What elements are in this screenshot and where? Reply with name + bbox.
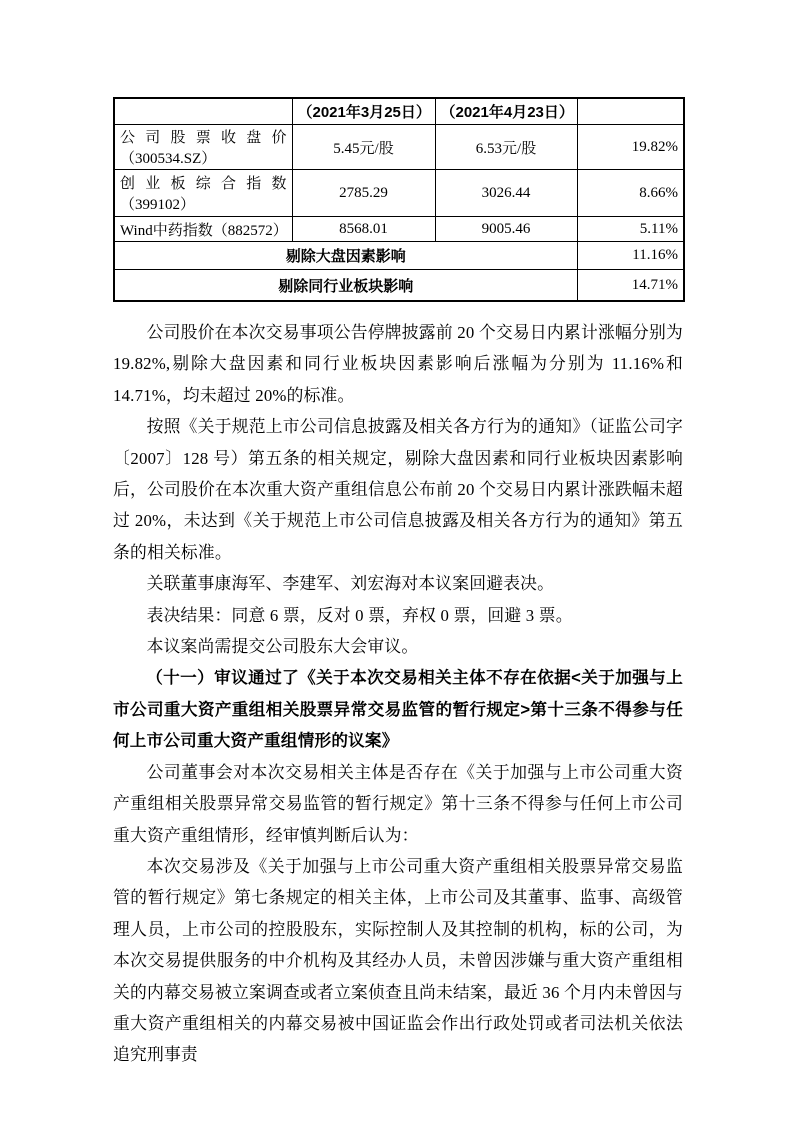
row-label [114, 170, 292, 217]
table-row-excl-sector-factor [114, 270, 684, 302]
summary-label: 剔除大盘因素影响 [114, 242, 577, 270]
change-percent: 8.66% [577, 170, 684, 217]
change-percent: 5.11% [577, 217, 684, 242]
row-label-line1: 创业板综合指数 [120, 176, 287, 192]
body-text [113, 317, 683, 1071]
header-empty-cell [114, 98, 292, 125]
paragraph-related-parties: 本次交易涉及《关于加强与上市公司重大资产重组相关股票异常交易监管的暂行规定》第七条规定的相关主体，上市公司及其董事、监事、高级管理人员，上市公司的控股股东，实际控制人及其控制的机构，标的公司，为本次交易提供服务的中介机构及其经办人员，未曾因涉嫌与重大资产重组相关的内幕交易被立案调查或者立案侦查且尚未结案，最近 36 个月内未曾因与重大资产重组相关的内幕交易被中国证监会作出行政处罚或者司法机关依法追究刑事责 [113, 856, 683, 1065]
value-date1: 2785.29 [292, 170, 435, 217]
stock-price-comparison-table [113, 97, 685, 302]
table-header-row [114, 98, 684, 125]
change-percent: 11.16% [577, 242, 684, 270]
section-11-heading: （十一）审议通过了《关于本次交易相关主体不存在依据<关于加强与上市公司重大资产重组相关股票异常交易监管的暂行规定>第十三条不得参与任何上市公司重大资产重组情形的议案》 [113, 668, 683, 751]
row-label-line1: 公司股票收盘价 [120, 130, 287, 146]
paragraph-vote-result: 表决结果：同意 6 票，反对 0 票，弃权 0 票，回避 3 票。 [146, 605, 573, 625]
table-row-excl-market-factor [114, 242, 684, 270]
page-content [113, 97, 683, 1071]
paragraph-directors-abstain: 关联董事康海军、李建军、刘宏海对本议案回避表决。 [146, 574, 555, 594]
table-row-chinext-index [114, 170, 684, 217]
paragraph-shareholder-meeting: 本议案尚需提交公司股东大会审议。 [146, 637, 419, 657]
paragraph-board-judgement: 公司董事会对本次交易相关主体是否存在《关于加强与上市公司重大资产重组相关股票异常交易监管的暂行规定》第十三条不得参与任何上市公司重大资产重组情形，经审慎判断后认为： [113, 762, 683, 845]
paragraph-price-change-summary: 公司股价在本次交易事项公告停牌披露前 20 个交易日内累计涨幅分别为 19.82%,剔除大盘因素和同行业板块因素影响后涨幅为分别为 11.16%和 14.71%，均未超过 20%的标准。 [113, 323, 683, 405]
value-date2: 6.53元/股 [435, 125, 577, 170]
row-label-line2: （399102） [120, 197, 196, 213]
header-date-1: （2021年3月25日） [292, 98, 435, 125]
summary-label: 剔除同行业板块影响 [114, 270, 577, 302]
header-date-2: （2021年4月23日） [435, 98, 577, 125]
row-label: Wind中药指数（882572） [114, 217, 292, 242]
header-empty-cell [577, 98, 684, 125]
change-percent: 19.82% [577, 125, 684, 170]
value-date2: 3026.44 [435, 170, 577, 217]
table-row-stock-price [114, 125, 684, 170]
row-label-line2: （300534.SZ） [120, 151, 217, 167]
value-date2: 9005.46 [435, 217, 577, 242]
change-percent: 14.71% [577, 270, 684, 302]
table-row-wind-index [114, 217, 684, 242]
paragraph-regulation-basis: 按照《关于规范上市公司信息披露及相关各方行为的通知》（证监公司字〔2007〕128 号）第五条的相关规定，剔除大盘因素和同行业板块因素影响后，公司股价在本次重大资产重组信息公布前 20 个交易日内累计涨跌幅未超过 20%，未达到《关于规范上市公司信息披露及相关各方行为的通知》第五条的相关标准。 [113, 417, 683, 562]
value-date1: 8568.01 [292, 217, 435, 242]
value-date1: 5.45元/股 [292, 125, 435, 170]
row-label [114, 125, 292, 170]
